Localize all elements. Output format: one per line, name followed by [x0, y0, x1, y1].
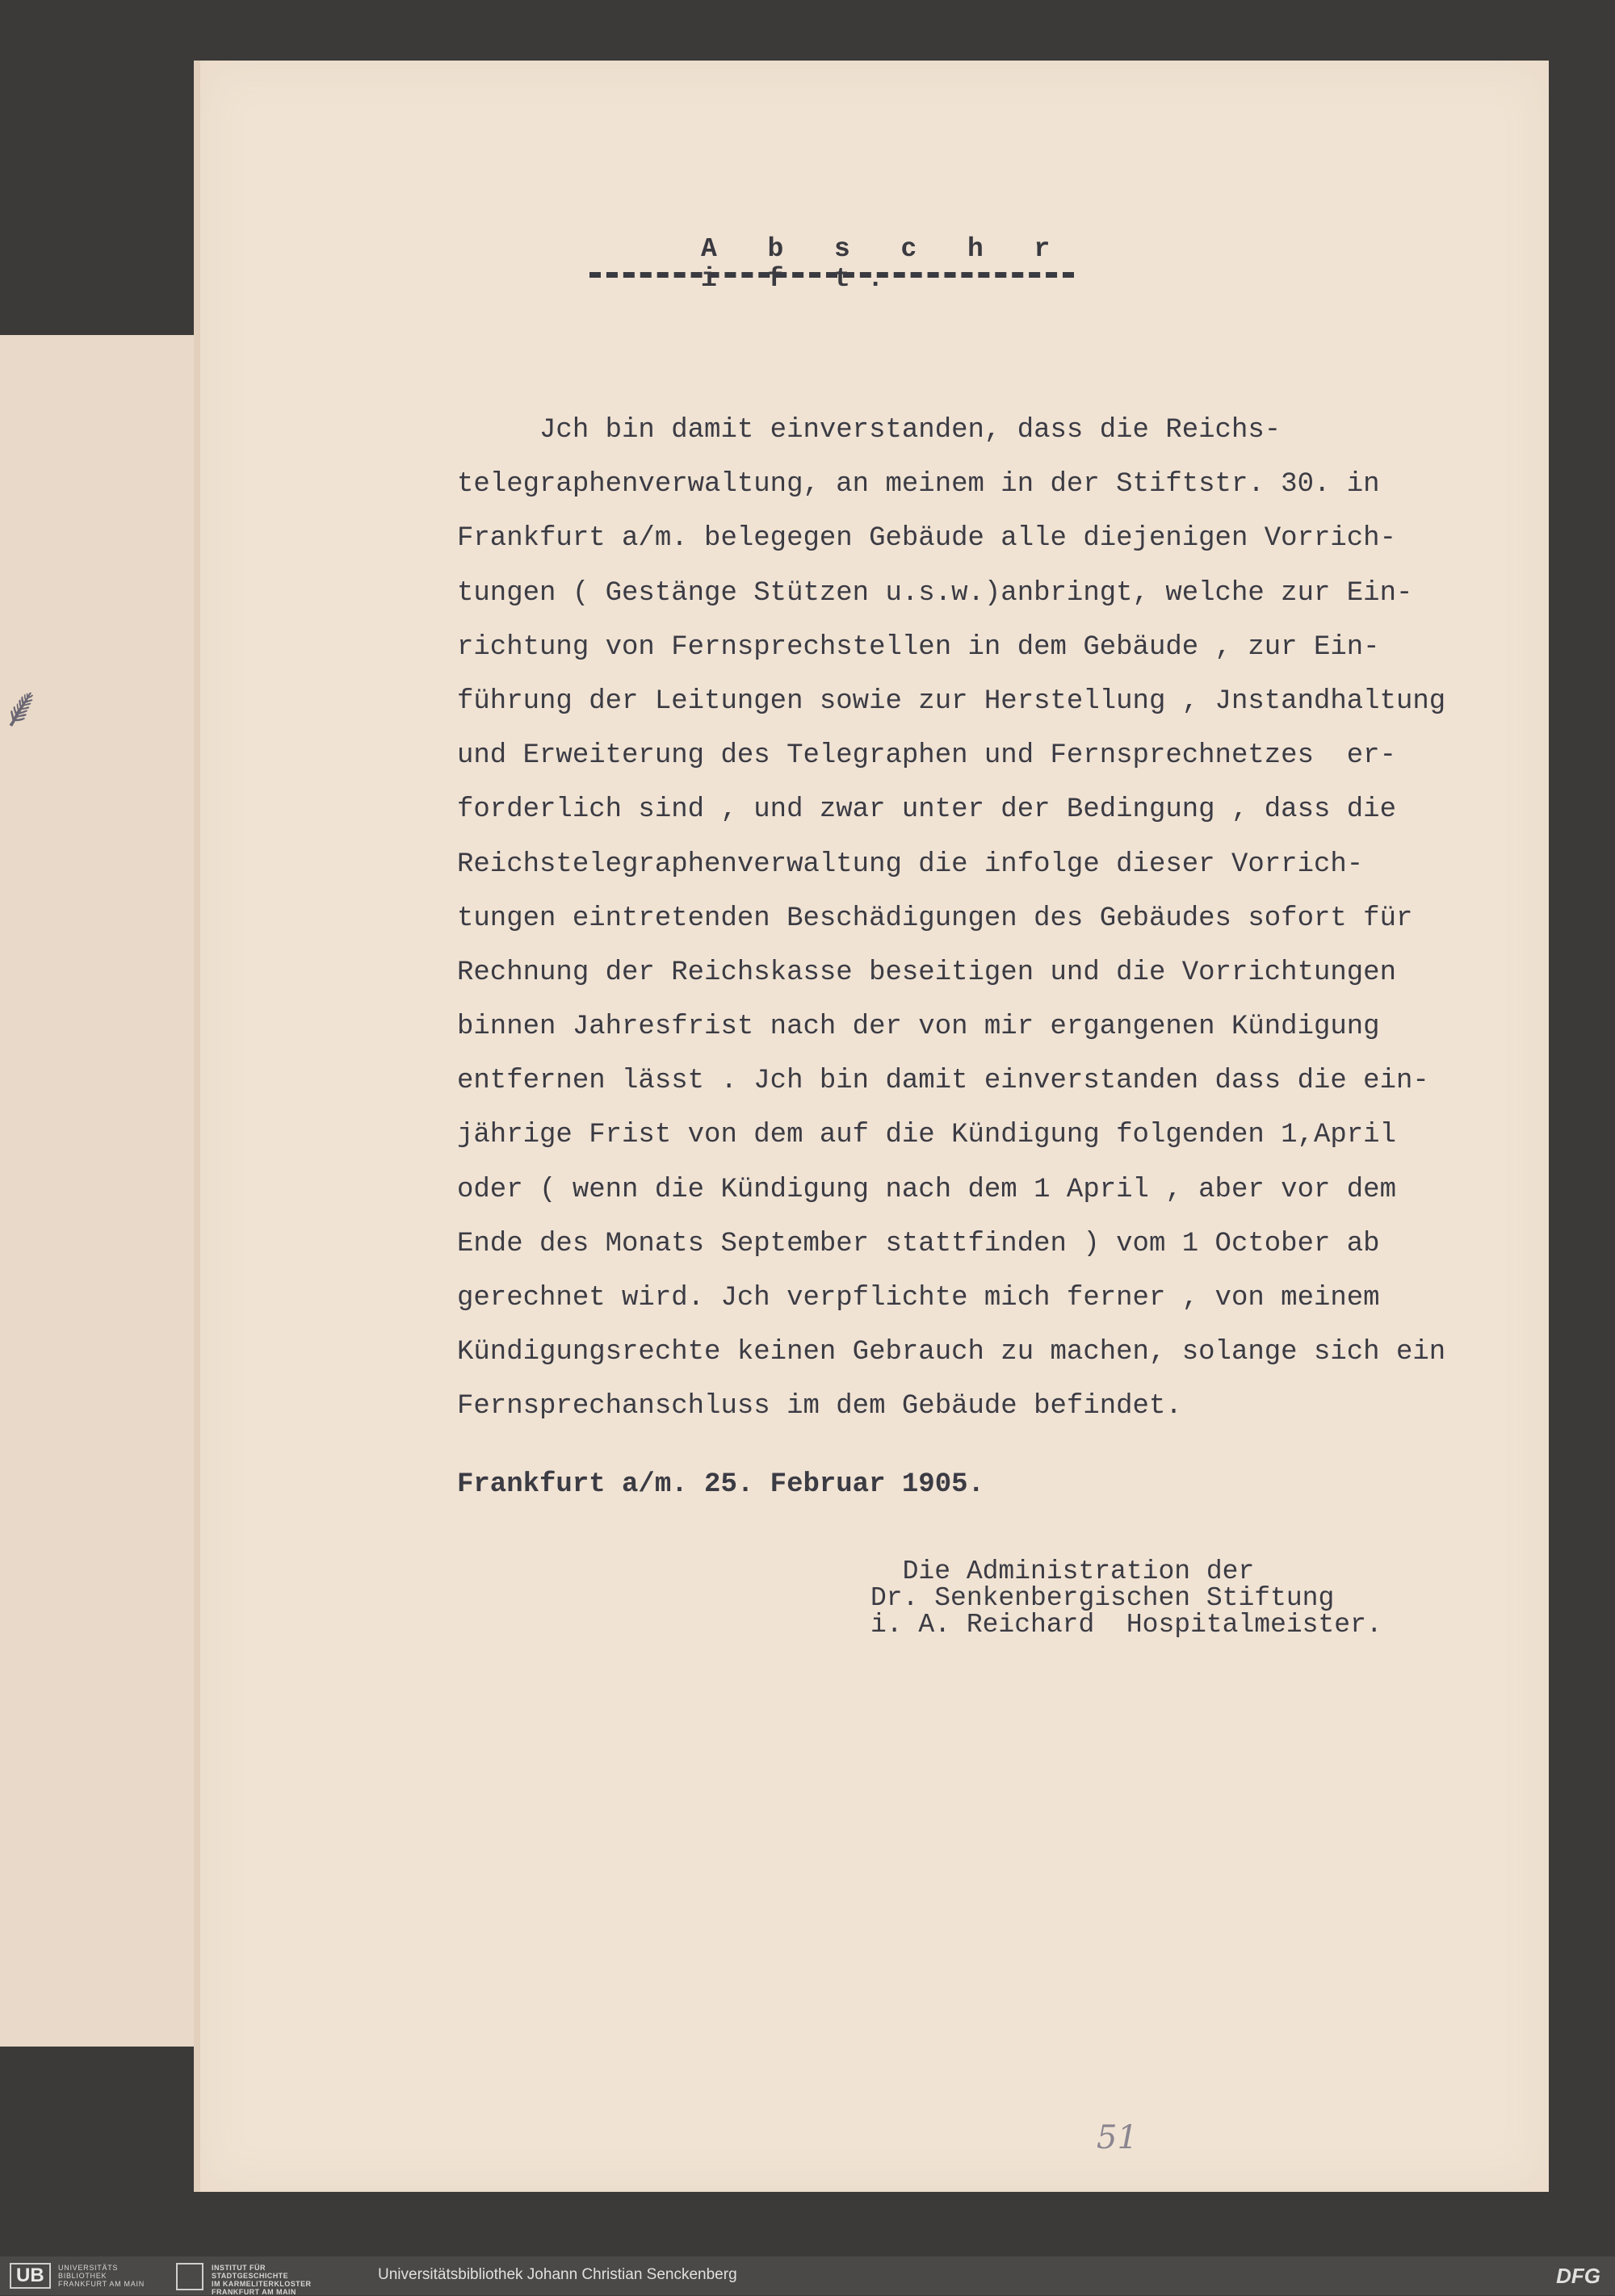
dfg-logo: DFG — [1556, 2264, 1600, 2288]
body-line: Reichstelegraphenverwaltung die infolge dieser Vorrich- — [457, 848, 1364, 880]
body-line: forderlich sind , und zwar unter der Bedingung , dass die — [457, 794, 1396, 826]
document-page — [194, 61, 1549, 2192]
institute-logo-icon — [176, 2263, 203, 2290]
body-line: Jch bin damit einverstanden, dass die Reichs- — [457, 415, 1282, 446]
body-line: tungen eintretenden Beschädigungen des Gebäudes sofort für — [457, 903, 1413, 934]
body-line: richtung von Fernsprechstellen in dem Gebäude , zur Ein- — [457, 631, 1380, 663]
body-line: Fernsprechanschluss im dem Gebäude befindet. — [457, 1391, 1182, 1422]
body-line: Ende des Monats September stattfinden ) vom 1 October ab — [457, 1228, 1380, 1259]
institute-logo-text: INSTITUT FÜR STADTGESCHICHTE IM KARMELITERKLOSTER FRANKFURT AM MAIN — [212, 2264, 312, 2296]
signature-line: Die Administration der — [870, 1557, 1255, 1586]
body-line: entfernen lässt . Jch bin damit einverstanden dass die ein- — [457, 1066, 1429, 1097]
pencil-page-number: 51 — [1097, 2119, 1138, 2156]
underlying-page — [0, 335, 199, 2047]
body-line: binnen Jahresfrist nach der von mir ergangenen Kündigung — [457, 1012, 1380, 1043]
signature-block — [870, 1558, 1382, 1638]
body-line: jährige Frist von dem auf die Kündigung folgenden 1,April — [457, 1120, 1396, 1151]
body-line: gerechnet wird. Jch verpflichte mich ferner , von meinem — [457, 1283, 1380, 1313]
ub-logo: UB — [10, 2263, 51, 2289]
library-name: Universitätsbibliothek Johann Christian Senckenberg — [378, 2266, 737, 2283]
body-line: telegraphenverwaltung, an meinem in der Stiftstr. 30. in — [457, 469, 1380, 501]
body-line: und Erweiterung des Telegraphen und Fernsprechnetzes er- — [457, 740, 1396, 772]
signature-line: Dr. Senkenbergischen Stiftung — [870, 1583, 1335, 1613]
handwritten-mark-icon: ⸙ — [0, 674, 43, 740]
body-line: führung der Leitungen sowie zur Herstellung , Jnstandhaltung — [457, 685, 1446, 717]
title-underline — [589, 272, 1074, 278]
body-line: oder ( wenn die Kündigung nach dem 1 April , aber vor dem — [457, 1174, 1396, 1205]
body-line: Frankfurt a/m. belegegen Gebäude alle diejenigen Vorrich- — [457, 523, 1396, 555]
date-line: Frankfurt a/m. 25. Februar 1905. — [457, 1469, 984, 1500]
document-title: A b s c h r i f t. — [701, 234, 1068, 294]
footer-bar — [0, 2256, 1615, 2295]
body-line: Kündigungsrechte keinen Gebrauch zu machen, solange sich ein — [457, 1337, 1446, 1368]
ub-logo-text: UNIVERSITÄTS BIBLIOTHEK FRANKFURT AM MAIN — [58, 2264, 145, 2288]
body-line: tungen ( Gestänge Stützen u.s.w.)anbringt, welche zur Ein- — [457, 577, 1413, 609]
signature-line: i. A. Reichard Hospitalmeister. — [870, 1610, 1382, 1640]
body-line: Rechnung der Reichskasse beseitigen und die Vorrichtungen — [457, 957, 1396, 988]
document-body — [457, 404, 1507, 1435]
